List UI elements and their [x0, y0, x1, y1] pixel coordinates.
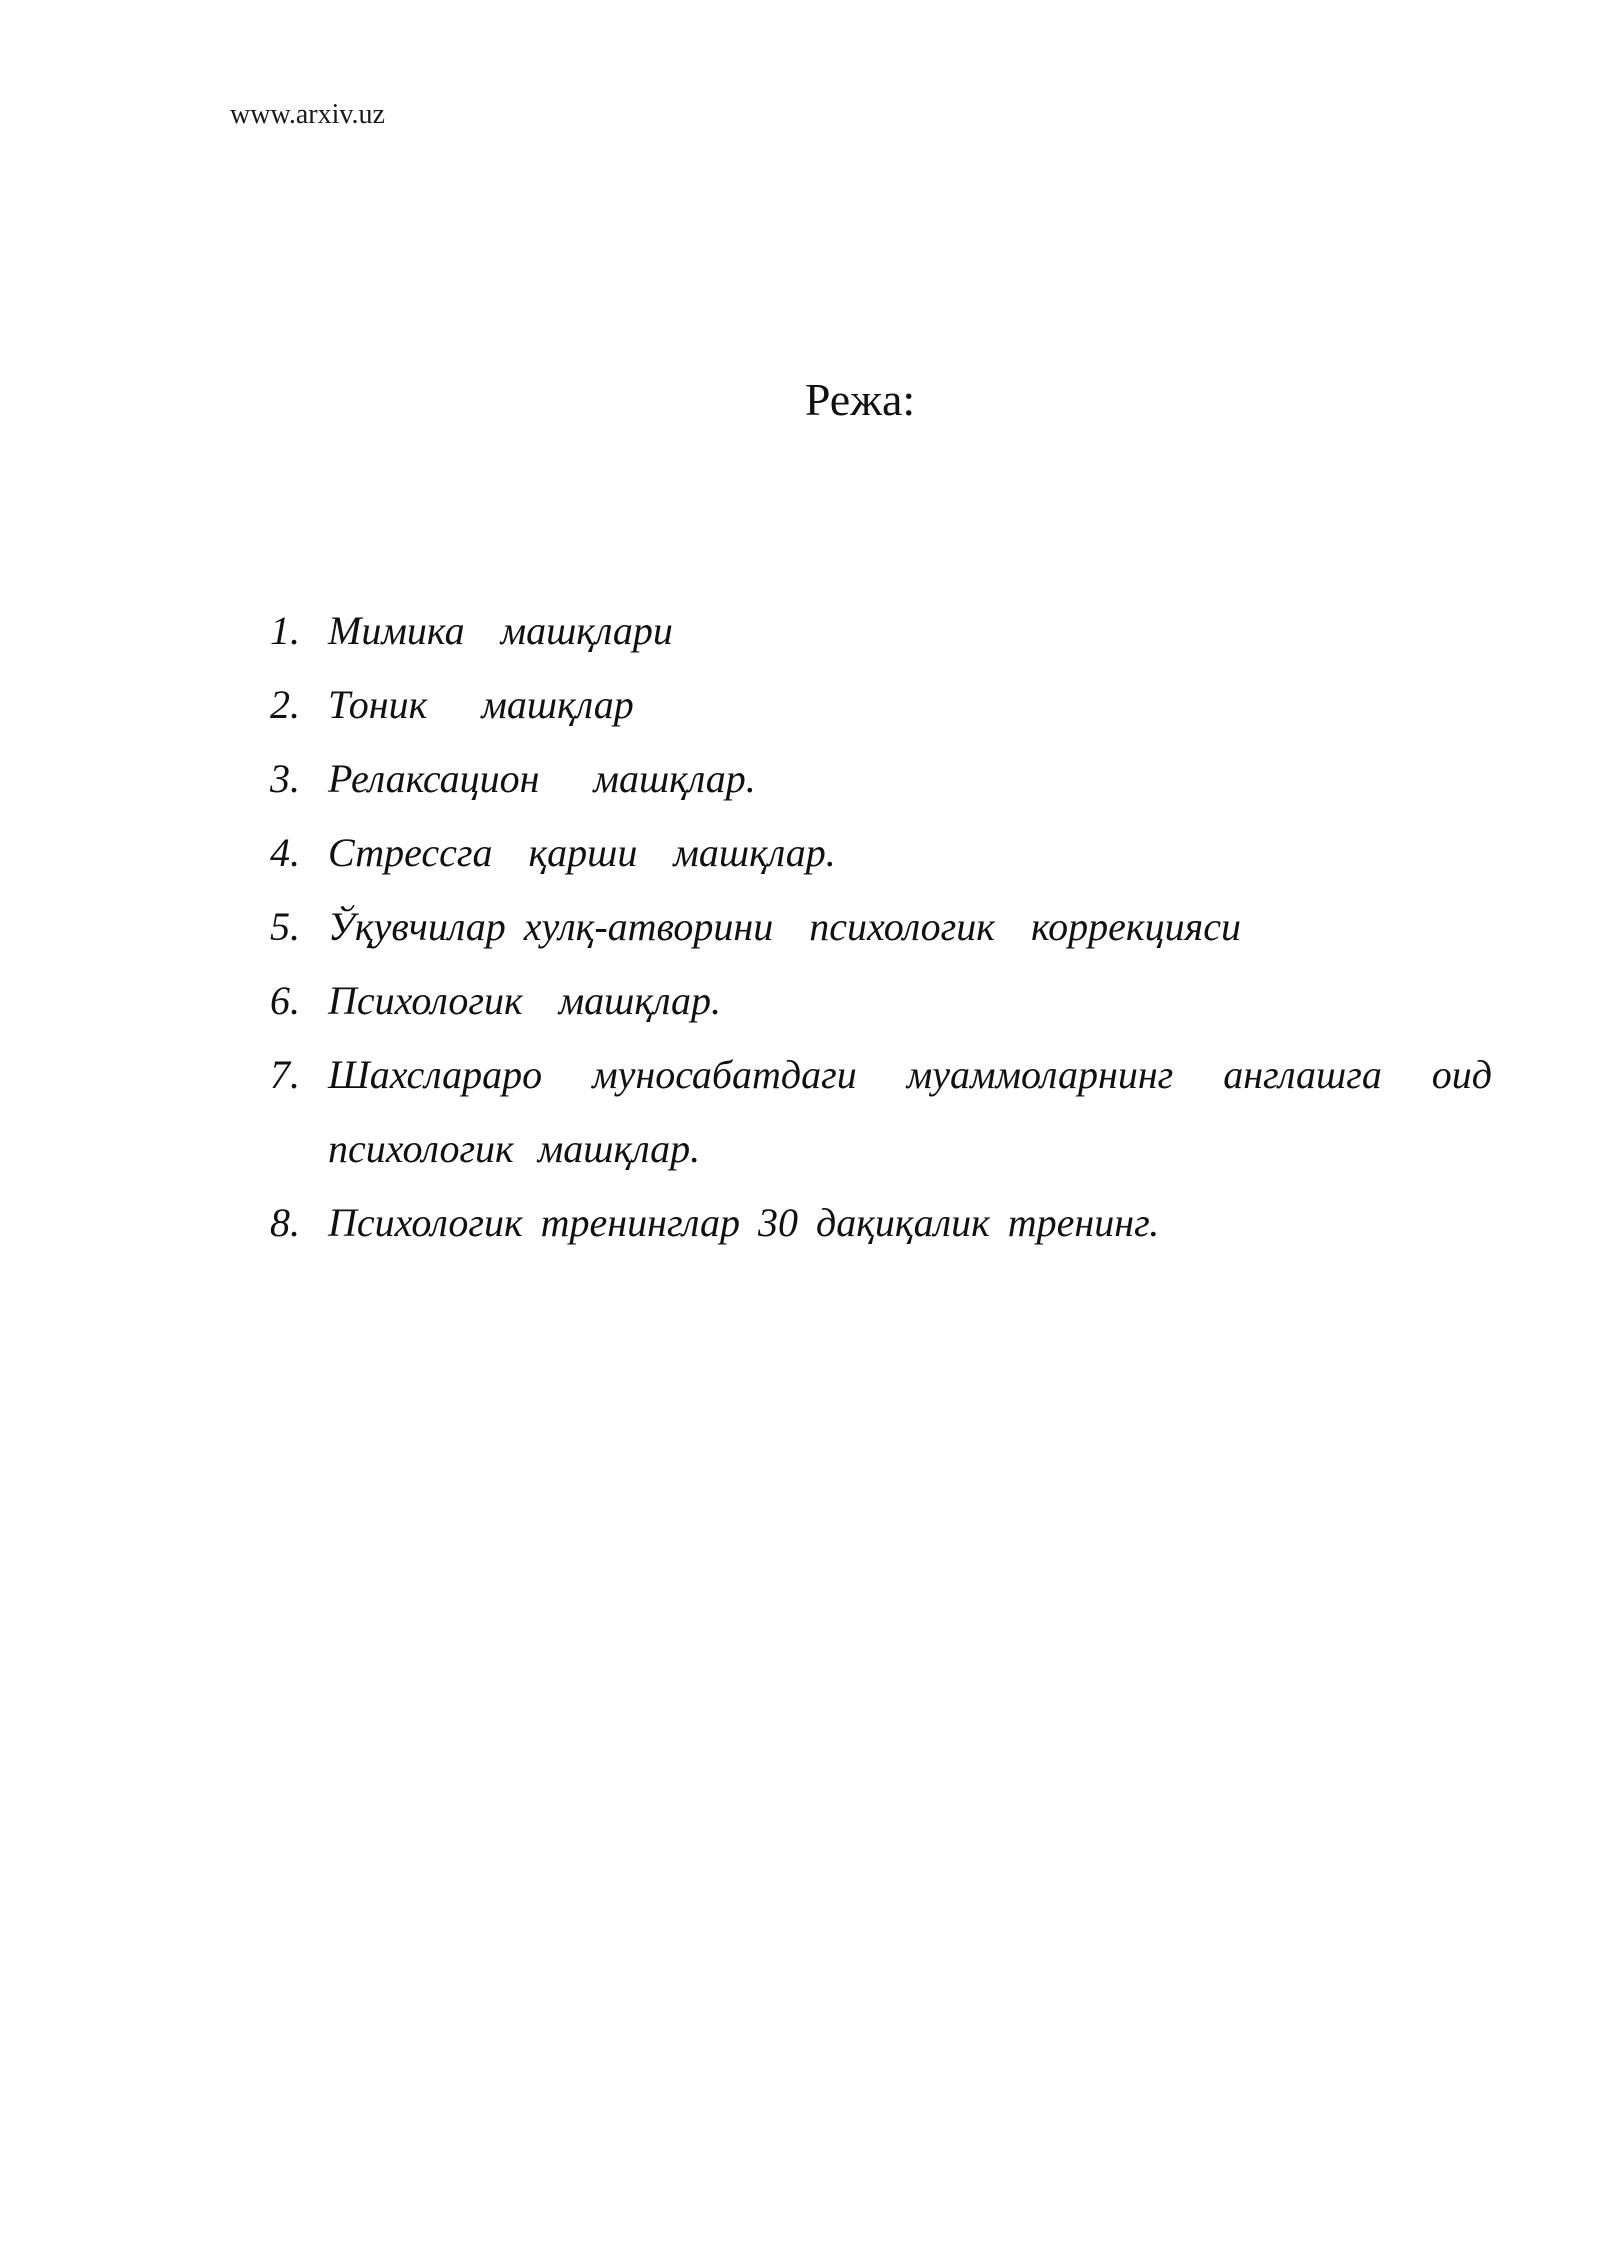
item-number: 7.	[270, 1052, 300, 1097]
list-item	[270, 594, 1492, 668]
list-item	[270, 816, 1492, 890]
list-item	[270, 890, 1492, 964]
item-text: Мимика машқлари	[328, 608, 673, 653]
list-item	[270, 964, 1492, 1038]
item-text: Ўқувчилар хулқ-атворини психологик коррекцияси	[328, 904, 1241, 949]
list-item	[270, 1038, 1492, 1186]
item-number: 6.	[270, 978, 300, 1023]
item-number: 8.	[270, 1200, 300, 1245]
plan-title: Режа:	[804, 374, 916, 425]
item-number: 1.	[270, 608, 300, 653]
item-text: Релаксацион машқлар.	[328, 756, 756, 801]
site-url: www.arxiv.uz	[230, 99, 385, 130]
item-text: Психологик тренинглар 30 дақиқалик тренинг.	[328, 1200, 1160, 1245]
item-number: 2.	[270, 682, 300, 727]
item-text: Психологик машқлар.	[328, 978, 722, 1023]
item-text: Тоник машқлар	[328, 682, 634, 727]
item-number: 4.	[270, 830, 300, 875]
list-item	[270, 742, 1492, 816]
item-text: Шахслараро муносабатдаги муаммоларнинг англашга оид психологик машқлар.	[328, 1052, 1492, 1171]
item-number: 5.	[270, 904, 300, 949]
list-item	[270, 1186, 1492, 1260]
plan-list	[270, 594, 1492, 1260]
list-item	[270, 668, 1492, 742]
item-text: Стрессга қарши машқлар.	[328, 830, 836, 875]
item-number: 3.	[270, 756, 300, 801]
